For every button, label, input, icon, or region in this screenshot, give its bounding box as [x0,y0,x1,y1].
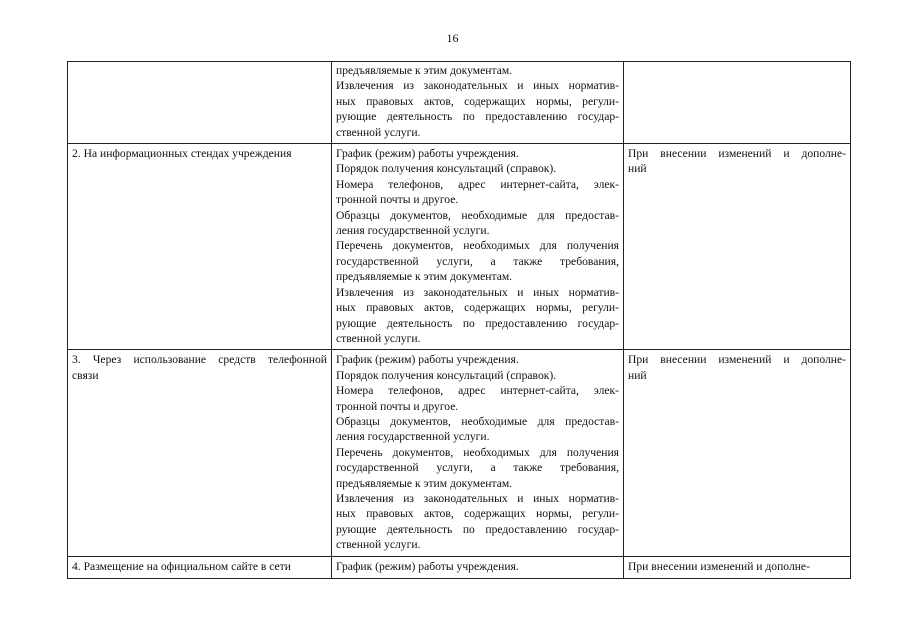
table-row [68,62,851,144]
content-cell [332,144,624,350]
info-table [67,61,851,579]
cell-text-line: Перечень документов, необходимых для получения [336,445,619,459]
cell-text-line: 2. На информационных стендах учреждения [72,147,292,161]
cell-text-line: Порядок получения консультаций (справок). [336,162,557,176]
cell-text-line: При внесении изменений и дополне- [628,559,810,573]
cell-text-line: тронной почты и другое. [336,193,459,207]
cell-text-line: рующие деятельность по предоставлению государ- [336,110,619,124]
table-row [68,144,851,350]
cell-text-line: Образцы документов, необходимые для предостав- [336,414,619,428]
cell-text-line: График (режим) работы учреждения. [336,353,519,367]
cell-text-line: ственной услуги. [336,538,421,552]
info-table-body [68,62,851,579]
method-cell [68,144,332,350]
page-number: 16 [446,31,459,45]
cell-text-line: предъявляемые к этим документам. [336,64,513,77]
cell-text-line: Номера телефонов, адрес интернет-сайта, элек- [336,177,619,191]
cell-text-line: Образцы документов, необходимые для предостав- [336,208,619,222]
cell-text-line: ных правовых актов, содержащих нормы, регули- [336,301,619,315]
cell-text-line: График (режим) работы учреждения. [336,147,519,161]
cell-text-line: предъявляемые к этим документам. [336,476,513,490]
cell-text-line: ственной услуги. [336,331,421,345]
table-row [68,556,851,578]
cell-text-line: ний [628,368,647,382]
update-frequency-cell [624,144,851,350]
cell-text-line: государственной услуги, а также требования, [336,254,619,268]
cell-text-line: Перечень документов, необходимых для получения [336,239,619,253]
cell-text-line: Номера телефонов, адрес интернет-сайта, элек- [336,384,619,398]
cell-text-line: График (режим) работы учреждения. [336,559,519,573]
table-row [68,350,851,556]
update-frequency-cell [624,556,851,578]
cell-text-line: связи [72,368,99,382]
cell-text-line: При внесении изменений и дополне- [628,353,846,367]
cell-text-line: Порядок получения консультаций (справок). [336,368,557,382]
method-cell [68,62,332,144]
cell-text-line: При внесении изменений и дополне- [628,147,846,161]
update-frequency-cell [624,62,851,144]
cell-text-line: государственной услуги, а также требования, [336,461,619,475]
cell-text-line: Извлечения из законодательных и иных норматив- [336,285,619,299]
content-cell [332,350,624,556]
cell-text-line: рующие деятельность по предоставлению государ- [336,316,619,330]
cell-text-line: ления государственной услуги. [336,224,490,238]
method-cell [68,556,332,578]
cell-text-line: предъявляемые к этим документам. [336,270,513,284]
cell-text-line: Извлечения из законодательных и иных норматив- [336,491,619,505]
cell-text-line: ственной услуги. [336,125,421,139]
cell-text-line: рующие деятельность по предоставлению государ- [336,522,619,536]
content-cell [332,62,624,144]
update-frequency-cell [624,350,851,556]
cell-text-line: ных правовых актов, содержащих нормы, регули- [336,507,619,521]
method-cell [68,350,332,556]
cell-text-line: Извлечения из законодательных и иных норматив- [336,79,619,93]
cell-text-line: ления государственной услуги. [336,430,490,444]
content-cell [332,556,624,578]
cell-text-line: ных правовых актов, содержащих нормы, регули- [336,94,619,108]
cell-text-line: 4. Размещение на официальном сайте в сети [72,559,291,573]
cell-text-line: 3. Через использование средств телефонной [72,353,327,367]
cell-text-line: ний [628,162,647,176]
cell-text-line: тронной почты и другое. [336,399,459,413]
